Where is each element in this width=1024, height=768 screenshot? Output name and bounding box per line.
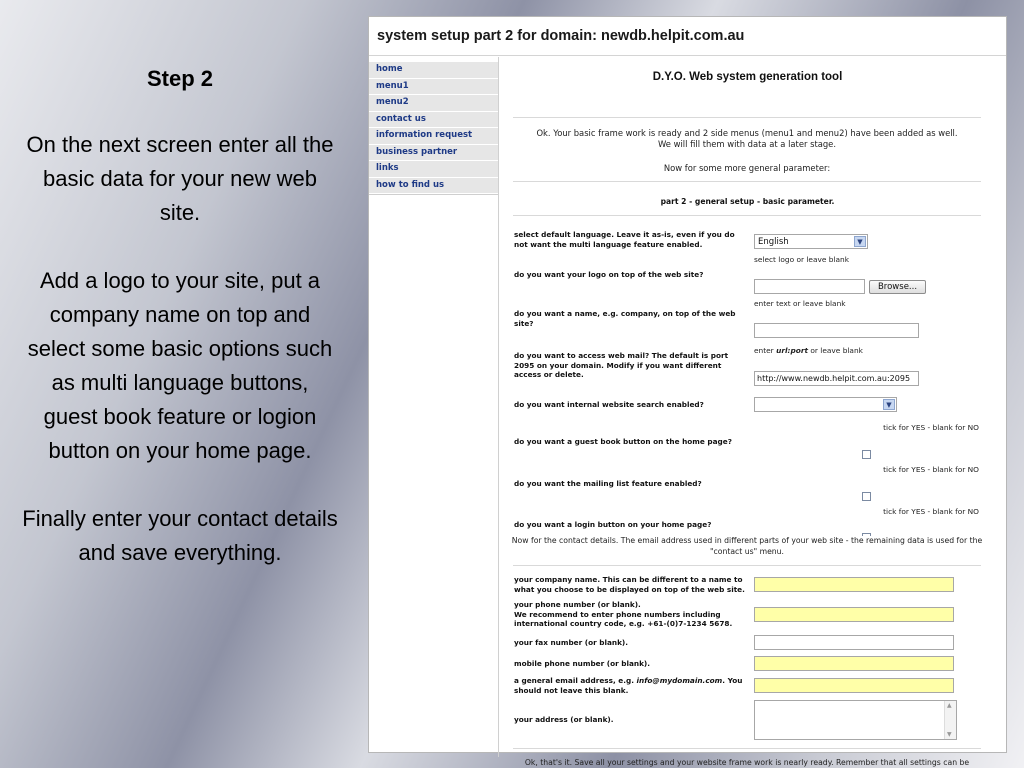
- chevron-down-icon: ▼: [883, 399, 895, 410]
- guestbook-checkbox[interactable]: [862, 450, 871, 459]
- nav-item-contact-us[interactable]: contact us: [369, 112, 498, 129]
- nav-item-business-partner[interactable]: business partner: [369, 145, 498, 162]
- email-label: a general email address, e.g. info@mydomain.com. You should not leave this blank.: [514, 676, 743, 695]
- name-hint: enter text or leave blank: [754, 299, 846, 308]
- divider: [513, 117, 981, 118]
- browse-button[interactable]: Browse...: [869, 280, 926, 294]
- nav-item-information-request[interactable]: information request: [369, 128, 498, 145]
- slide-paragraph-3: Finally enter your contact details and save everything.: [22, 506, 338, 565]
- scroll-up-icon: ▲: [947, 702, 952, 709]
- language-value: English: [758, 237, 789, 247]
- site-name-label: do you want a name, e.g. company, on top of the web site?: [514, 309, 736, 328]
- slide-text: [22, 62, 338, 604]
- chevron-down-icon: ▼: [854, 236, 866, 247]
- divider: [513, 215, 981, 216]
- slide-paragraph-2: Add a logo to your site, put a company name on top and select some basic options such as multi language buttons, guest book feature or logion button on your home page.: [27, 268, 333, 463]
- nav-item-menu2[interactable]: menu2: [369, 95, 498, 112]
- login-hint: tick for YES - blank for NO: [883, 507, 979, 516]
- nav-item-home[interactable]: home: [369, 62, 498, 79]
- logo-file-input[interactable]: [754, 279, 865, 294]
- phone-input[interactable]: [754, 607, 954, 622]
- mailing-hint: tick for YES - blank for NO: [883, 465, 979, 474]
- divider: [513, 565, 981, 566]
- intro-text: [509, 128, 985, 150]
- logo-label: do you want your logo on top of the web site?: [514, 270, 704, 279]
- language-select[interactable]: [754, 234, 868, 249]
- guestbook-hint: tick for YES - blank for NO: [883, 423, 979, 432]
- side-menu: [369, 62, 498, 195]
- nav-item-how-to-find-us[interactable]: how to find us: [369, 178, 498, 195]
- scroll-down-icon: ▼: [947, 731, 952, 738]
- slide-heading: Step 2: [146, 66, 214, 91]
- intro-line-1: Ok. Your basic frame work is ready and 2 side menus (menu1 and menu2) have been added as well.: [536, 128, 958, 138]
- section-title: part 2 - general setup - basic parameter.: [660, 197, 835, 206]
- webmail-label: do you want to access web mail? The default is port 2095 on your domain. Modify if you want different access or delete.: [514, 351, 729, 379]
- mobile-label: mobile phone number (or blank).: [514, 659, 651, 668]
- mailing-checkbox[interactable]: [862, 492, 871, 501]
- site-name-input[interactable]: [754, 323, 919, 338]
- nav-item-links[interactable]: links: [369, 161, 498, 178]
- phone-label: your phone number (or blank). We recommend to enter phone numbers including international country code, e.g. +61-(0)7-1234 5678.: [514, 600, 733, 628]
- login-label: do you want a login button on your home page?: [514, 520, 712, 529]
- webmail-hint: enter url:port or leave blank: [754, 346, 863, 355]
- search-label: do you want internal website search enabled?: [514, 400, 704, 409]
- scrollbar[interactable]: [944, 701, 956, 739]
- company-input[interactable]: [754, 577, 954, 592]
- fax-label: your fax number (or blank).: [514, 638, 629, 647]
- company-label: your company name. This can be different to a name to what you choose to be displayed on top of the web site.: [514, 575, 745, 594]
- fax-input[interactable]: [754, 635, 954, 650]
- guestbook-label: do you want a guest book button on the home page?: [514, 437, 732, 446]
- divider: [513, 748, 981, 749]
- window-title: system setup part 2 for domain: newdb.helpit.com.au: [369, 17, 1006, 56]
- tool-title: D.Y.O. Web system generation tool: [652, 71, 843, 83]
- intro-line-3: Now for some more general parameter:: [663, 163, 831, 173]
- slide-paragraph-1: On the next screen enter all the basic data for your new web site.: [26, 132, 334, 225]
- language-label: select default language. Leave it as-is, even if you do not want the multi language feature enabled.: [514, 230, 735, 249]
- address-textarea[interactable]: [754, 700, 957, 740]
- divider: [513, 181, 981, 182]
- email-input[interactable]: [754, 678, 954, 693]
- nav-item-menu1[interactable]: menu1: [369, 79, 498, 96]
- footer-text: Ok, that's it. Save all your settings and your website frame work is nearly ready. Remember that all settings can be: [524, 758, 970, 767]
- mobile-input[interactable]: [754, 656, 954, 671]
- mailing-label: do you want the mailing list feature enabled?: [514, 479, 702, 488]
- webmail-input[interactable]: http://www.newdb.helpit.com.au:2095: [754, 371, 919, 386]
- address-label: your address (or blank).: [514, 715, 614, 724]
- intro-line-2: We will fill them with data at a later stage.: [658, 139, 836, 149]
- setup-form: [499, 57, 1006, 767]
- search-select[interactable]: [754, 397, 897, 412]
- contact-intro: Now for the contact details. The email address used in different parts of your web site - the remaining data is used for the "contact us" menu.: [509, 536, 985, 557]
- logo-hint: select logo or leave blank: [754, 255, 849, 264]
- screenshot-panel: [368, 16, 1007, 767]
